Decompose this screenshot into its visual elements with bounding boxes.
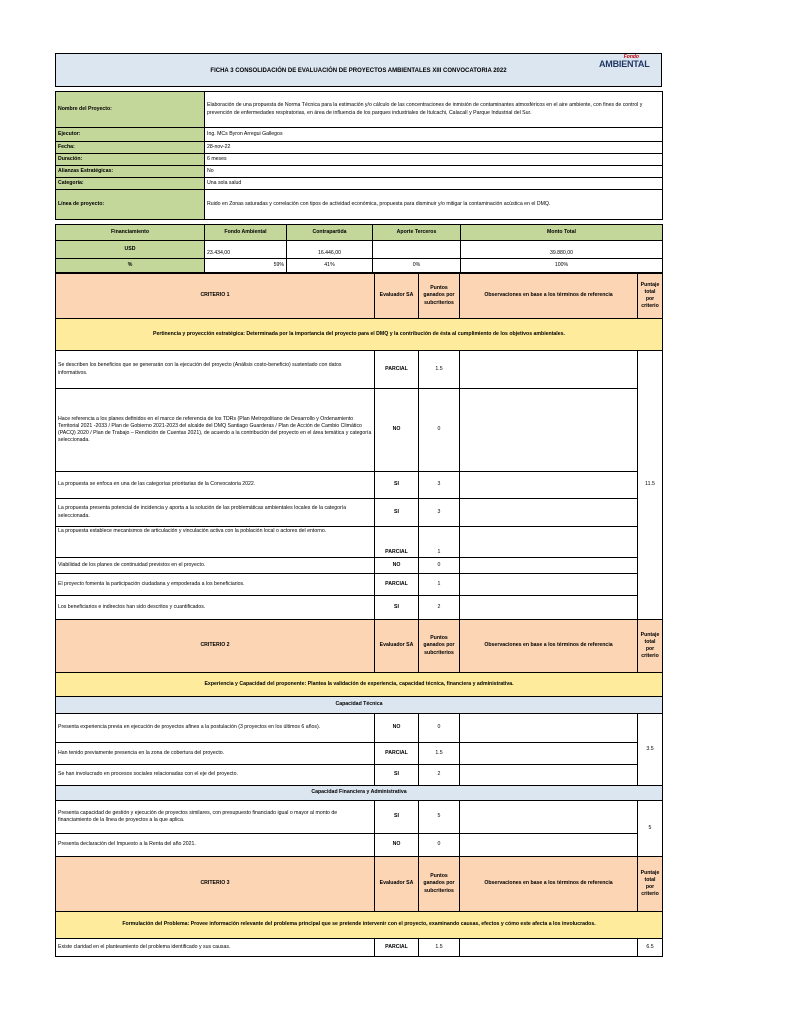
capacidad-tecnica-title: Capacidad Técnica [56,697,663,714]
info-value: 28-nov-22 [205,142,663,154]
financing-header: Monto Total [461,225,663,241]
financing-pct-row [56,259,663,273]
points-value: 2 [419,596,460,620]
puntos-header: Puntos ganados por subcriterios [419,274,460,319]
pct-total: 100% [461,259,663,273]
subcriterion-text: Se han involucrado en procesos sociales relacionadas con el eje del proyecto. [56,765,375,786]
info-label: Alianzas Estratégicas: [56,166,205,178]
evaluator-value: NO [375,558,419,574]
observation-cell [460,743,638,765]
pct-terceros: 0% [373,259,461,273]
points-value: 0 [419,834,460,857]
observation-cell [460,499,638,527]
points-value: 1 [419,574,460,596]
usd-contrapartida: 16.446,00 [287,241,373,259]
info-value: Ruido en Zonas saturadas y correlación con tipos de actividad económica, propuesta para disminuir y/o mitigar la contaminación acústica en el DMQ. [205,190,663,220]
subcriterion-text: Presenta declaración del Impuesto a la Renta del año 2021. [56,834,375,857]
info-label: Categoría: [56,178,205,190]
financing-header: Contrapartida [287,225,373,241]
points-value: 1.5 [419,939,460,957]
points-value: 0 [419,714,460,743]
observation-cell [460,801,638,834]
observation-cell [460,472,638,499]
subcriterion-text: Existe claridad en el planteamiento del problema identificado y sus causas. [56,939,375,957]
project-info-table [55,91,663,220]
criterio3-total: 6.5 [638,939,663,957]
criterio1-description: Pertinencia y proyección estratégica: Determinada por la importancia del proyecto para el DMQ y la contribución de ésta al cumplimiento de los objetivos ambientales. [56,319,663,351]
table-row [56,574,663,596]
info-value: Ing. MCs Byron Arregui Gallegos [205,128,663,142]
criterio3-title: CRITERIO 3 [56,857,375,912]
puntaje-header: Puntaje total por criterio [638,857,663,912]
points-value: 0 [419,389,460,472]
info-row-fecha [56,142,663,154]
subcriterion-text: Los beneficiarios e indirectos han sido descritos y cuantificados. [56,596,375,620]
evaluador-header: Evaluador SA [375,274,419,319]
observation-cell [460,527,638,558]
usd-terceros [373,241,461,259]
criterio1-title: CRITERIO 1 [56,274,375,319]
observation-cell [460,389,638,472]
observaciones-header: Observaciones en base a los términos de referencia [460,274,638,319]
table-row [56,351,663,389]
info-row-linea [56,190,663,220]
evaluator-value: PARCIAL [375,527,419,558]
sheet-header [55,53,662,87]
criterio1-description-row [56,319,663,351]
evaluator-value: PARCIAL [375,574,419,596]
criterio2-description-row [56,673,663,697]
subcriterion-text: Presenta capacidad de gestión y ejecución de proyectos similares, con presupuesto financiado igual o mayor al monto de financiamiento de la línea de proyectos a la que aplica. [56,801,375,834]
table-row [56,389,663,472]
info-label: Nombre del Proyecto: [56,92,205,128]
points-value: 1 [419,527,460,558]
subcriterion-text: Hace referencia a los planes definidos en el marco de referencia de los TDRs (Plan Metropolitano de Desarrollo y Ordenamiento Territorial 2021 -2033 / Plan de Gobierno 2021-2023 del alcalde del DMQ Santiago Guarderas / Plan de Acción de Cambio Climático (PACQ) 2020 / Plan de Trabajo – Rendición de Cuentas 2021), de acuerdo a la contribución del proyecto en el área temática y categoría seleccionada. [56,389,375,472]
puntos-header: Puntos ganados por subcriterios [419,620,460,673]
table-row [56,801,663,834]
evaluator-value: PARCIAL [375,939,419,957]
subcriterion-text: Se describen los beneficios que se generarán con la ejecución del proyecto (Análisis costo-beneficio) sustentado con datos informativos. [56,351,375,389]
criterio3-description-row [56,912,663,939]
subcriterion-text: La propuesta se enfoca en una de las categorías prioritarias de la Convocatoria 2022. [56,472,375,499]
info-row-categoria [56,178,663,190]
info-value: 6 meses [205,154,663,166]
observaciones-header: Observaciones en base a los términos de referencia [460,620,638,673]
financing-header: Fondo Ambiental [205,225,287,241]
usd-label: USD [56,241,205,259]
financing-usd-row [56,241,663,259]
observation-cell [460,351,638,389]
observation-cell [460,834,638,857]
observation-cell [460,574,638,596]
criterio3-header-row [56,857,663,912]
financing-header: Financiamiento [56,225,205,241]
subcriterion-text: El proyecto fomenta la participación ciudadana y empoderada a los beneficiarios. [56,574,375,596]
capacidad-tecnica-total: 3.5 [638,714,663,786]
evaluator-value: SI [375,499,419,527]
table-row [56,714,663,743]
evaluator-value: NO [375,389,419,472]
financing-header: Aporte Terceros [373,225,461,241]
capacidad-financiera-title: Capacidad Financiera y Administrativa [56,786,663,801]
usd-fondo: 23.434,00 [205,241,287,259]
observation-cell [460,714,638,743]
capacidad-financiera-row [56,786,663,801]
info-label: Fecha: [56,142,205,154]
info-value: Elaboración de una propuesta de Norma Técnica para la estimación y/o cálculo de las concentraciones de inmisión de contaminantes atmosféricos en el aire ambiente, con fines de control y prevención de enfermedades respiratorias, en área de influencia de los parques industriales de Itulcachi, Calacalí y Parque Industrial del Sur. [205,92,663,128]
fondo-ambiental-logo [599,54,650,69]
criterio3-description: Formulación del Problema: Provee información relevante del problema principal que se pretende intervenir con el proyecto, examinando causas, efectos y cómo este afecta a los involucrados. [56,912,663,939]
observaciones-header: Observaciones en base a los términos de referencia [460,857,638,912]
criterio1-total: 11.5 [638,351,663,620]
subcriterion-text: La propuesta establece mecanismos de articulación y vinculación activa con la población local o actores del entorno. [56,527,375,558]
evaluador-header: Evaluador SA [375,620,419,673]
table-row [56,939,663,957]
puntaje-header: Puntaje total por criterio [638,620,663,673]
evaluator-value: NO [375,714,419,743]
criterio2-description: Experiencia y Capacidad del proponente: Plantea la validación de experiencia, capacidad técnica, financiera y administrativa. [56,673,663,697]
evaluator-value: SI [375,596,419,620]
table-row [56,596,663,620]
pct-contrapartida: 41% [287,259,373,273]
observation-cell [460,765,638,786]
info-label: Duración: [56,154,205,166]
capacidad-tecnica-row [56,697,663,714]
puntos-header: Puntos ganados por subcriterios [419,857,460,912]
evaluator-value: PARCIAL [375,351,419,389]
points-value: 0 [419,558,460,574]
evaluator-value: NO [375,834,419,857]
info-row-alianzas [56,166,663,178]
info-label: Línea de proyecto: [56,190,205,220]
info-value: No [205,166,663,178]
subcriterion-text: Viabilidad de los planes de continuidad previstos en el proyecto. [56,558,375,574]
pct-fondo: 59% [205,259,287,273]
points-value: 2 [419,765,460,786]
subcriterion-text: Presenta experiencia previa en ejecución de proyectos afines a la postulación (3 proyectos en los últimos 6 años). [56,714,375,743]
points-value: 1.5 [419,743,460,765]
points-value: 1.5 [419,351,460,389]
table-row [56,527,663,558]
table-row [56,558,663,574]
table-row [56,765,663,786]
table-row [56,743,663,765]
observation-cell [460,558,638,574]
info-value: Una sola salud [205,178,663,190]
table-row [56,499,663,527]
logo-top-text: Fondo [623,54,639,60]
info-row-duracion [56,154,663,166]
table-row [56,472,663,499]
financing-table [55,224,663,273]
points-value: 3 [419,499,460,527]
evaluator-value: PARCIAL [375,743,419,765]
capacidad-financiera-total: 5 [638,801,663,857]
points-value: 5 [419,801,460,834]
sheet-title: FICHA 3 CONSOLIDACIÓN DE EVALUACIÓN DE PROYECTOS AMBIENTALES XIII CONVOCATORIA 2022 [210,68,507,74]
observation-cell [460,596,638,620]
evaluator-value: SI [375,765,419,786]
criterio1-header-row [56,274,663,319]
criterio2-title: CRITERIO 2 [56,620,375,673]
info-row-ejecutor [56,128,663,142]
evaluador-header: Evaluador SA [375,857,419,912]
pct-label: % [56,259,205,273]
subcriterion-text: Han tenido previamente presencia en la zona de cobertura del proyecto. [56,743,375,765]
financing-header-row [56,225,663,241]
evaluator-value: SI [375,472,419,499]
observation-cell [460,939,638,957]
puntaje-header: Puntaje total por criterio [638,274,663,319]
criteria-table [55,273,663,957]
subcriterion-text: La propuesta presenta potencial de incidencia y aporta a la solución de las problemáticas ambientales locales de la categoría seleccionada. [56,499,375,527]
info-row-name [56,92,663,128]
logo-main-text: AMBIENTAL [599,59,650,69]
criterio2-header-row [56,620,663,673]
info-label: Ejecutor: [56,128,205,142]
usd-total: 39.880,00 [461,241,663,259]
evaluation-sheet [55,53,662,957]
table-row [56,834,663,857]
points-value: 3 [419,472,460,499]
evaluator-value: SI [375,801,419,834]
